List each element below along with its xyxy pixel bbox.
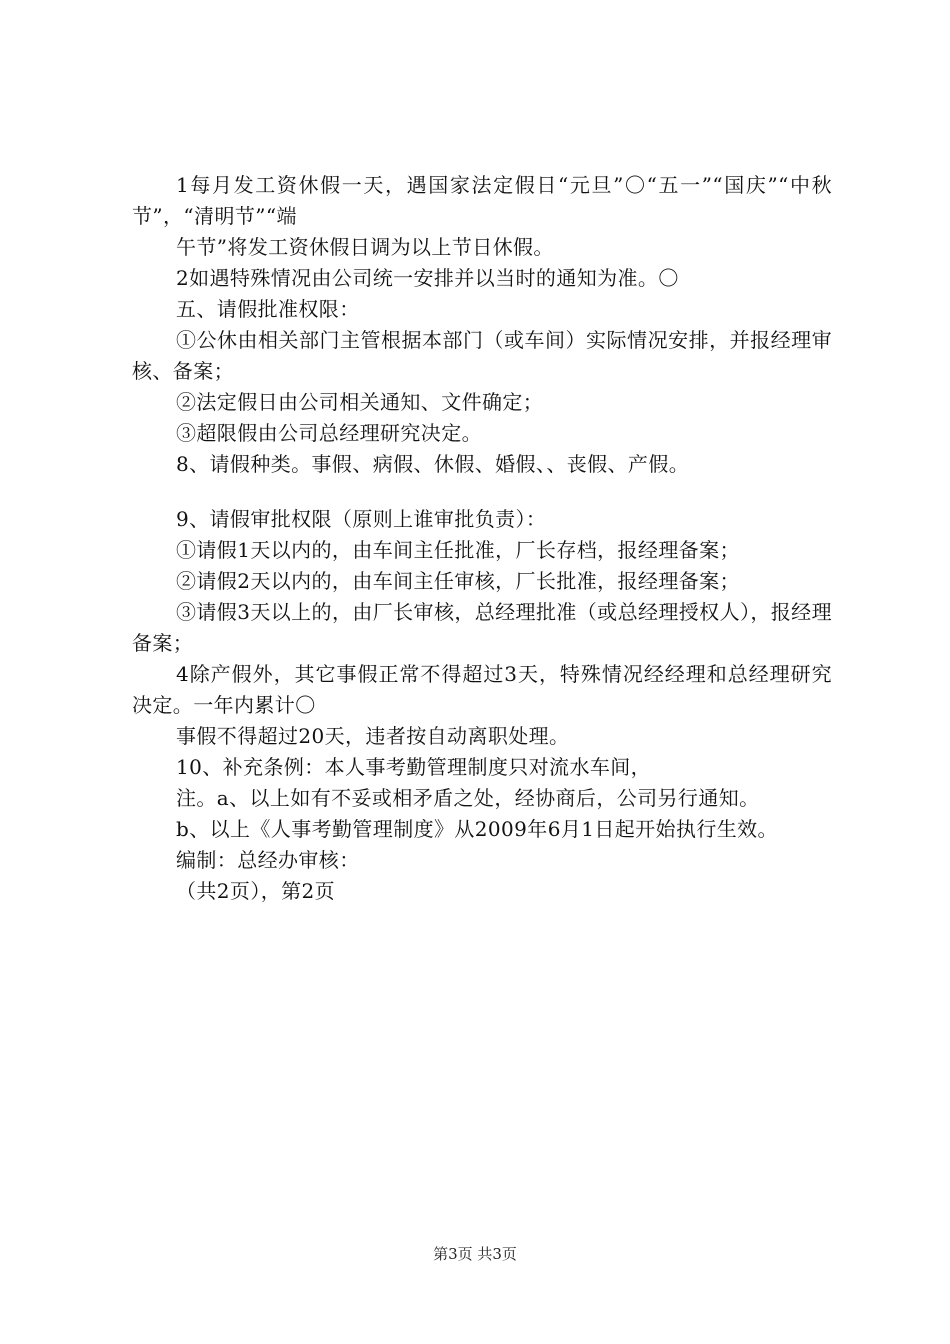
paragraph-page-count: （共2页），第2页 [176,879,336,903]
paragraph-approval-item-1: ①公休由相关部门主管根据本部门（或车间）实际情况安排，并报经理审核、备案； [132,328,832,383]
page-footer: 第3页 共3页 [433,1245,517,1263]
paragraph-note-b: b、以上《人事考勤管理制度》从2009年6月1日起开始执行生效。 [176,817,778,841]
section-heading-leave-approval: 五、请假批准权限： [176,297,360,321]
paragraph-note-a: 注。a、以上如有不妥或相矛盾之处，经协商后，公司另行通知。 [176,786,760,810]
paragraph-authority-item-1: ①请假1天以内的，由车间主任批准，厂长存档，报经理备案； [176,538,740,562]
paragraph-approval-item-2: ②法定假日由公司相关通知、文件确定； [176,390,544,414]
document-body [132,170,832,907]
paragraph-personal-leave-limit-continued: 事假不得超过20天，违者按自动离职处理。 [176,724,570,748]
paragraph-authority-item-2: ②请假2天以内的，由车间主任审核，厂长批准，报经理备案； [176,569,740,593]
paragraph-compiled-by: 编制：总经办审核： [176,848,360,872]
paragraph-personal-leave-limit: 4除产假外，其它事假正常不得超过3天，特殊情况经经理和总经理研究决定。一年内累计〇 [132,662,832,717]
paragraph-special-arrangement: 2如遇特殊情况由公司统一安排并以当时的通知为准。〇 [176,266,679,290]
section-heading-leave-authority: 9、请假审批权限（原则上谁审批负责）： [176,507,547,531]
paragraph-authority-item-3: ③请假3天以上的，由厂长审核，总经理批准（或总经理授权人），报经理备案； [132,600,832,655]
paragraph-leave-types: 8、请假种类。事假、病假、休假、婚假、、丧假、产假。 [176,452,690,476]
paragraph-holiday-rule: 1每月发工资休假一天，遇国家法定假日“元旦”〇“五一”“国庆”“中秋节”，“清明节”“端 [132,173,832,228]
paragraph-supplementary-rules: 10、补充条例：本人事考勤管理制度只对流水车间， [176,755,652,779]
paragraph-approval-item-3: ③超限假由公司总经理研究决定。 [176,421,482,445]
paragraph-holiday-rule-continued: 午节”将发工资休假日调为以上节日休假。 [176,235,554,259]
